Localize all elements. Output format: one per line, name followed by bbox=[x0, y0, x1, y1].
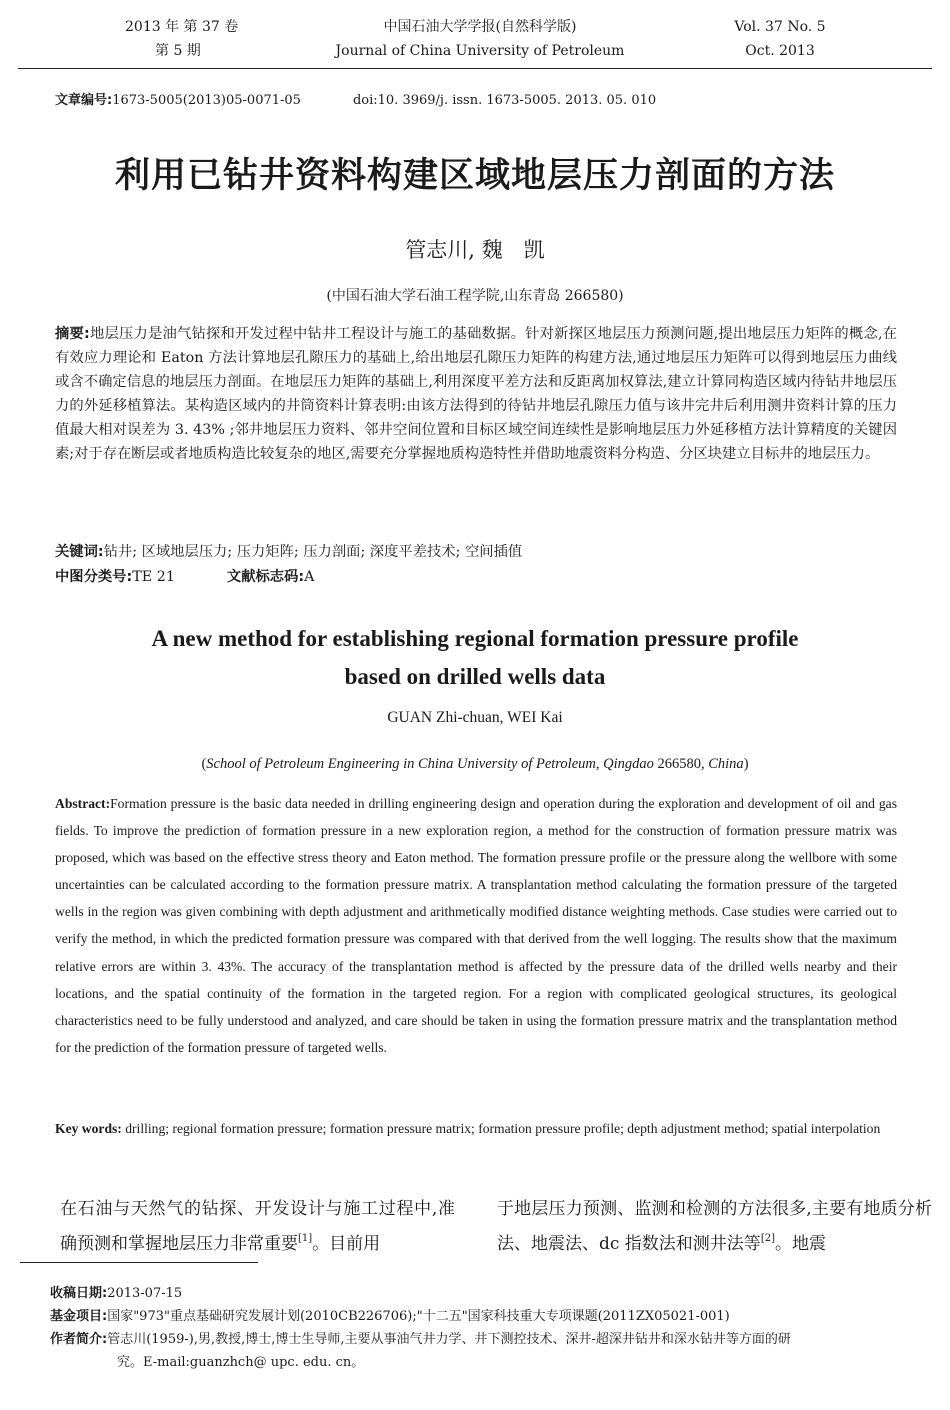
fund-text: 国家"973"重点基础研究发展计划(2010CB226706);"十二五"国家科技重大专项课题(2011ZX05021-001) bbox=[107, 1309, 730, 1324]
keywords-en bbox=[55, 1115, 897, 1142]
abstract-en-text: Formation pressure is the basic data needed in drilling engineering design and operation during the exploration and development of oil and gas fields. To improve the prediction of formation pressure in a new exploration region, a method for the construction of formation pressure matrix was proposed, which was based on the effective stress theory and Eaton method. The formation pressure profile or the pressure along the wellbore with some uncertainties can be calculated according to the formation pressure matrix. A transplantation method calculating the formation pressure of the targeted wells in the region was given combining with depth adjustment and arithmetically modified distance weighting methods. Case studies were carried out to verify the method, in which the predicted formation pressure was compared with that derived from the well logging. The results show that the maximum relative errors are within 3. 43%. The accuracy of the transplantation method is affected by the pressure data of the drilled wells nearby and their locations, and the spatial continuity of the formation in the targeted region. For a region with complicated geological structures, its geological characteristics need to be fully understood and analyzed, and care should be taken in using the formation pressure matrix and the transplantation method for the prediction of the formation pressure of targeted wells. bbox=[55, 796, 897, 1055]
authors-en: GUAN Zhi-chuan, WEI Kai bbox=[387, 709, 563, 726]
keywords-cn-label: 关键词: bbox=[55, 544, 104, 560]
journal-issue bbox=[125, 15, 325, 63]
title-en bbox=[0, 620, 950, 696]
title-en-line2: based on drilled wells data bbox=[344, 664, 606, 689]
journal-name-cn: 中国石油大学学报(自然科学版) bbox=[383, 19, 577, 35]
abstract-en bbox=[55, 790, 897, 1061]
keywords-cn-text: 钻井; 区域地层压力; 压力矩阵; 压力剖面; 深度平差技术; 空间插值 bbox=[103, 544, 523, 560]
footnote-divider bbox=[20, 1262, 258, 1263]
journal-name-en: Journal of China University of Petroleum bbox=[335, 43, 625, 59]
affil-open-paren: ( bbox=[201, 756, 207, 772]
keywords-en-label: Key words: bbox=[55, 1121, 122, 1136]
citation-ref-1[interactable]: [1] bbox=[298, 1233, 313, 1244]
citation-ref-2[interactable]: [2] bbox=[760, 1233, 775, 1244]
received-date: 2013-07-15 bbox=[107, 1286, 183, 1301]
doc-code-value: A bbox=[304, 569, 315, 585]
title-en-line1: A new method for establishing regional formation pressure profile bbox=[151, 626, 799, 651]
body-column-right bbox=[497, 1194, 932, 1259]
journal-name bbox=[330, 15, 630, 63]
issue-number: 第 5 期 bbox=[155, 43, 201, 59]
year-volume: 2013 年 第 37 卷 bbox=[125, 19, 239, 35]
body-right-text-a: 于地层压力预测、监测和检测的方法很多,主要有地质分析法、地震法、dc 指数法和测井法等 bbox=[497, 1199, 932, 1254]
body-left-text-a: 在石油与天然气的钻探、开发设计与施工过程中,准确预测和掌握地层压力非常重要 bbox=[60, 1199, 455, 1254]
affil-postcode: 266580, bbox=[653, 756, 709, 772]
clc-label: 中图分类号: bbox=[55, 569, 133, 585]
abstract-cn bbox=[55, 322, 897, 466]
clc-value: TE 21 bbox=[132, 569, 175, 585]
body-column-left bbox=[20, 1194, 455, 1259]
affil-city: Qingdao bbox=[603, 756, 654, 772]
bio-label: 作者简介: bbox=[50, 1332, 108, 1347]
footnote-author-bio bbox=[50, 1328, 940, 1374]
article-id-label: 文章编号: bbox=[55, 93, 113, 108]
classification-cn bbox=[55, 566, 897, 586]
abstract-cn-label: 摘要: bbox=[55, 326, 90, 342]
title-cn: 利用已钻井资料构建区域地层压力剖面的方法 bbox=[114, 156, 835, 196]
received-label: 收稿日期: bbox=[50, 1286, 108, 1301]
keywords-cn bbox=[55, 541, 897, 561]
keywords-en-text: drilling; regional formation pressure; formation pressure matrix; formation pressure profile; depth adjustment method; spatial interpolation bbox=[125, 1121, 881, 1136]
footnote-received bbox=[50, 1282, 940, 1305]
body-left-text-b: 。目前用 bbox=[312, 1234, 381, 1254]
body-right-text-b: 。地震 bbox=[774, 1234, 826, 1254]
article-meta bbox=[55, 89, 656, 108]
footnote-fund bbox=[50, 1305, 940, 1328]
affil-school: School of Petroleum Engineering in China University of Petroleum bbox=[206, 756, 596, 772]
body-left-paragraph bbox=[20, 1194, 455, 1259]
issue-date-en: Oct. 2013 bbox=[745, 43, 815, 59]
bio-text-line1: 管志川(1959-),男,教授,博士,博士生导师,主要从事油气井力学、井下测控技术、深井-超深井钻井和深水钻井等方面的研 bbox=[107, 1332, 791, 1347]
abstract-cn-text: 地层压力是油气钻探和开发过程中钻井工程设计与施工的基础数据。针对新探区地层压力预测问题,提出地层压力矩阵的概念,在有效应力理论和 Eaton 方法计算地层孔隙压力的基础上,给出地层孔隙压力矩阵的构建方法,通过地层压力矩阵可以得到地层压力曲线或含不确定信息的地层压力剖面。在地层压力矩阵的基础上,利用深度平差方法和反距离加权算法,建立计算同构造区域内待钻井地层压力的外延移植算法。某构造区域内的井筒资料计算表明:由该方法得到的待钻井地层孔隙压力值与该井完井后利用测井资料计算的压力值最大相对误差为 3. 43% ;邻井地层压力资料、邻井空间位置和目标区域空间连续性是影响地层压力外延移植方法计算精度的关键因素;对于存在断层或者地质构造比较复杂的地区,需要充分掌握地质构造特性并借助地震资料分构造、分区块建立目标井的地层压力。 bbox=[55, 326, 897, 462]
journal-volume-en bbox=[700, 15, 860, 63]
bio-text-line2: 究。E-mail:guanzhch@ upc. edu. cn。 bbox=[117, 1355, 365, 1370]
doc-code-label: 文献标志码: bbox=[226, 569, 305, 585]
authors-cn: 管志川, 魏 凯 bbox=[405, 238, 545, 262]
article-id: 1673-5005(2013)05-0071-05 bbox=[112, 93, 301, 108]
volume-number-en: Vol. 37 No. 5 bbox=[734, 19, 826, 35]
affil-country: China bbox=[708, 756, 744, 772]
doi[interactable]: doi:10. 3969/j. issn. 1673-5005. 2013. 05. 010 bbox=[352, 93, 657, 108]
affiliation-en bbox=[0, 756, 950, 773]
fund-label: 基金项目: bbox=[50, 1309, 108, 1324]
affil-close-paren: ) bbox=[743, 756, 749, 772]
affil-sep: , bbox=[595, 756, 604, 772]
header-divider bbox=[18, 68, 932, 69]
abstract-en-label: Abstract: bbox=[55, 796, 111, 811]
affiliation-cn: (中国石油大学石油工程学院,山东青岛 266580) bbox=[326, 288, 624, 304]
